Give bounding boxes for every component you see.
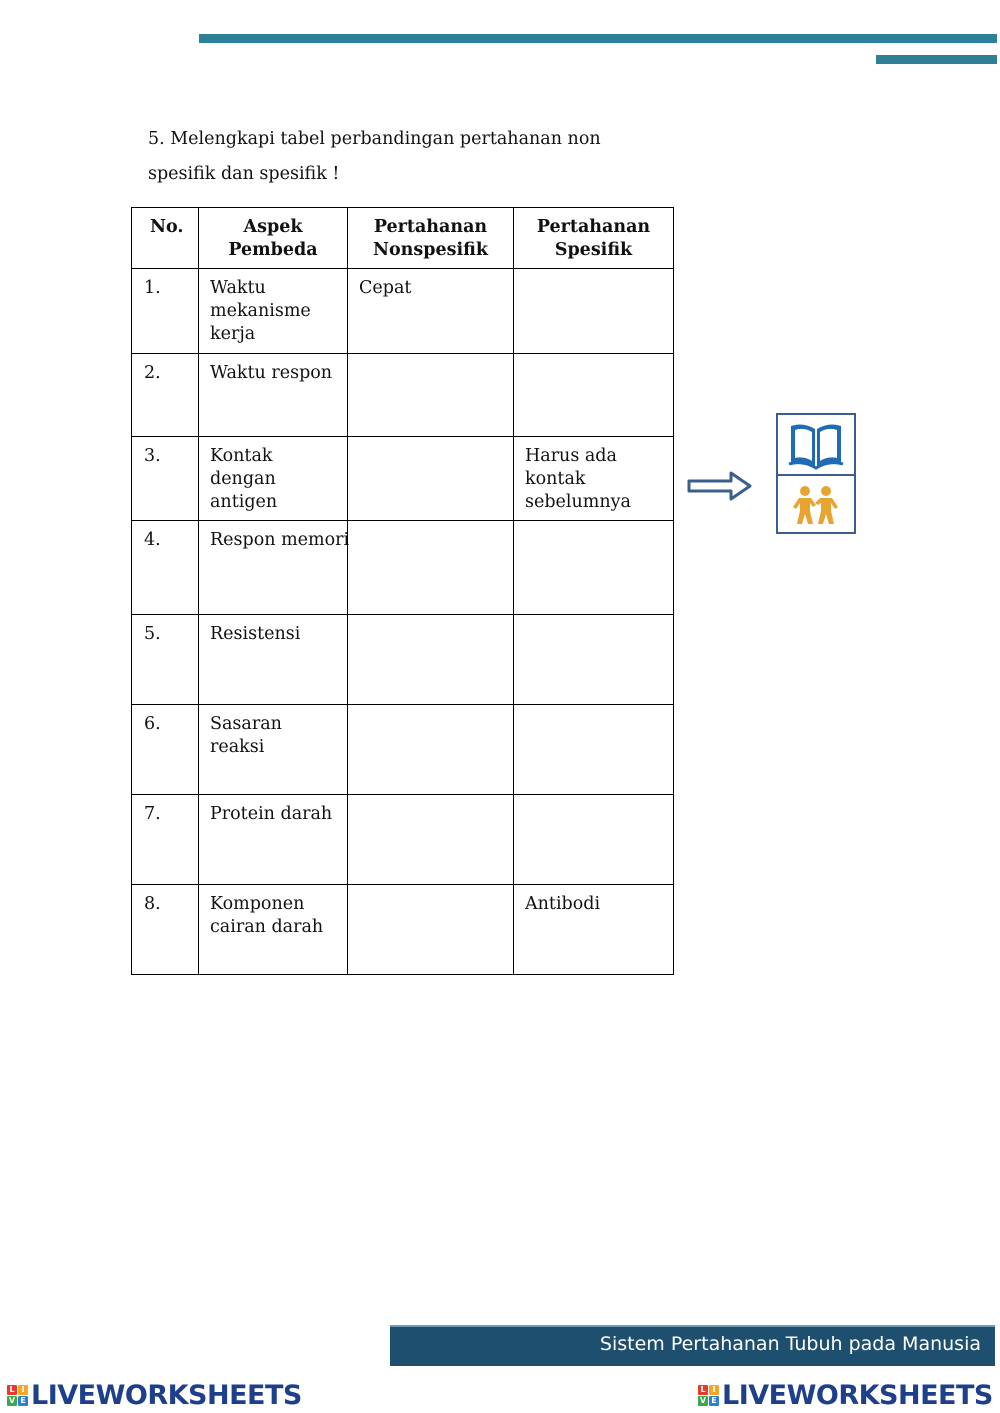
table-row [132, 615, 674, 705]
comparison-table [131, 207, 674, 975]
aspek-cell: Waktu mekanisme kerja [199, 269, 348, 354]
answer-nonspesifik[interactable]: Cepat [348, 269, 514, 354]
answer-nonspesifik[interactable] [348, 354, 514, 437]
answer-nonspesifik[interactable] [348, 437, 514, 521]
header-spesifik: Pertahanan Spesifik [514, 208, 674, 269]
answer-nonspesifik[interactable] [348, 795, 514, 885]
aspek-cell: Protein darah [199, 795, 348, 885]
table-row [132, 705, 674, 795]
footer-banner [390, 1325, 995, 1366]
table-row [132, 885, 674, 975]
liveworksheets-logo-left[interactable] [7, 1380, 302, 1411]
logo-tile: E [18, 1396, 28, 1406]
aspek-cell: Komponen cairan darah [199, 885, 348, 975]
logo-tile: I [18, 1385, 28, 1395]
logo-word: LIVEWORKSHEETS [722, 1380, 993, 1411]
row-number: 3. [132, 437, 199, 521]
table-row [132, 521, 674, 615]
logo-tiles [698, 1385, 719, 1406]
table-row [132, 437, 674, 521]
header-nonspesifik: Pertahanan Nonspesifik [348, 208, 514, 269]
header-no: No. [132, 208, 199, 269]
answer-nonspesifik[interactable] [348, 885, 514, 975]
row-number: 1. [132, 269, 199, 354]
table-header-row [132, 208, 674, 269]
row-number: 4. [132, 521, 199, 615]
header-aspek: Aspek Pembeda [199, 208, 348, 269]
logo-tile: L [698, 1385, 708, 1395]
row-number: 7. [132, 795, 199, 885]
right-arrow-icon [687, 470, 753, 502]
logo-word: LIVEWORKSHEETS [31, 1380, 302, 1411]
logo-tile: E [709, 1396, 719, 1406]
answer-nonspesifik[interactable] [348, 705, 514, 795]
liveworksheets-logo-right[interactable] [698, 1380, 993, 1411]
logo-tile: I [709, 1385, 719, 1395]
table-row [132, 269, 674, 354]
question-text [148, 122, 618, 192]
answer-spesifik[interactable]: Harus ada kontak sebelumnya [514, 437, 674, 521]
logo-tile: V [8, 1396, 16, 1405]
header-bar-short [876, 55, 997, 64]
table-row [132, 354, 674, 437]
open-book-icon[interactable] [787, 420, 845, 470]
logo-tiles [7, 1385, 28, 1406]
footer-title: Sistem Pertahanan Tubuh pada Manusia [599, 1333, 981, 1355]
row-number: 6. [132, 705, 199, 795]
aspek-cell: Waktu respon [199, 354, 348, 437]
answer-spesifik[interactable] [514, 354, 674, 437]
aspek-cell: Kontak dengan antigen [199, 437, 348, 521]
row-number: 8. [132, 885, 199, 975]
header-bar-long [199, 34, 997, 43]
answer-spesifik[interactable] [514, 795, 674, 885]
logo-tile: V [699, 1396, 707, 1405]
answer-nonspesifik[interactable] [348, 521, 514, 615]
answer-spesifik[interactable] [514, 615, 674, 705]
people-icon[interactable] [791, 483, 841, 527]
side-icon-panel [776, 413, 856, 534]
answer-spesifik[interactable]: Antibodi [514, 885, 674, 975]
answer-spesifik[interactable] [514, 521, 674, 615]
answer-spesifik[interactable] [514, 705, 674, 795]
row-number: 5. [132, 615, 199, 705]
aspek-cell: Resistensi [199, 615, 348, 705]
answer-spesifik[interactable] [514, 269, 674, 354]
logo-tile: L [7, 1385, 17, 1395]
row-number: 2. [132, 354, 199, 437]
table-row [132, 795, 674, 885]
question-line-1: 5. Melengkapi tabel perbandingan pertahanan non [148, 129, 601, 149]
answer-nonspesifik[interactable] [348, 615, 514, 705]
aspek-cell: Respon memori [199, 521, 348, 615]
question-line-2: spesifik dan spesifik ! [148, 164, 340, 184]
aspek-cell: Sasaran reaksi [199, 705, 348, 795]
